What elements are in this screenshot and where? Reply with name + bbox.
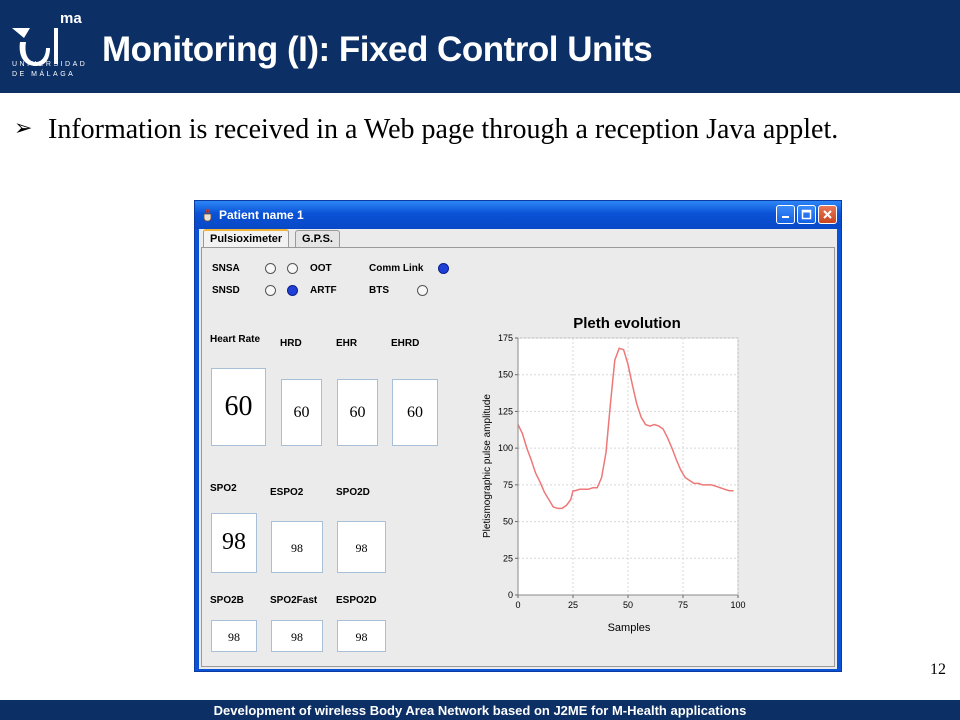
- espo2d-label: ESPO2D: [336, 595, 377, 606]
- y-tick-label: 175: [497, 333, 513, 343]
- espo2d-value: 98: [355, 630, 368, 644]
- x-tick-label: 75: [677, 600, 689, 610]
- maximize-icon: [800, 208, 813, 221]
- x-tick-label: 25: [567, 600, 579, 610]
- tab-gps[interactable]: G.P.S.: [295, 230, 340, 247]
- x-tick-label: 100: [730, 600, 746, 610]
- tab-strip: [199, 229, 837, 249]
- spo2-value-box: [211, 513, 257, 573]
- chart-title: Pleth evolution: [573, 315, 681, 332]
- ehrd-label: EHRD: [391, 338, 420, 349]
- hrd-label: HRD: [280, 338, 302, 349]
- ehr-label: EHR: [336, 338, 358, 349]
- snsd-indicator-2[interactable]: [287, 285, 298, 296]
- snsa-label: SNSA: [212, 263, 240, 274]
- snsa-indicator-1[interactable]: [265, 263, 276, 274]
- espo2-value: 98: [291, 541, 303, 555]
- x-tick-label: 0: [515, 600, 521, 610]
- close-button[interactable]: [818, 205, 837, 224]
- university-name: UNIVERSIDAD DE MÁLAGA: [12, 61, 88, 78]
- ehr-value-box: [337, 379, 378, 446]
- window-title: Patient name 1: [219, 208, 304, 222]
- y-tick-label: 25: [502, 553, 513, 564]
- y-tick-label: 75: [502, 479, 513, 490]
- footer-bar: [0, 700, 960, 720]
- ehrd-value: 60: [407, 404, 423, 421]
- tab-pulsioximeter[interactable]: Pulsioximeter: [203, 229, 289, 248]
- slide-header: [0, 0, 960, 93]
- window-titlebar[interactable]: [195, 201, 841, 229]
- bullet-text: Information is received in a Web page through a reception Java applet.: [48, 114, 839, 145]
- bullet-arrow-icon: ➢: [14, 116, 33, 141]
- espo2-value-box: [271, 521, 323, 573]
- minimize-button[interactable]: [776, 205, 795, 224]
- ehr-value: 60: [349, 404, 366, 421]
- maximize-button[interactable]: [797, 205, 816, 224]
- y-tick-label: 0: [507, 590, 513, 600]
- heart-rate-value: 60: [224, 391, 253, 422]
- spo2d-value-box: [337, 521, 386, 573]
- x-tick-label: 50: [622, 600, 634, 610]
- y-axis-label: Pletismographic pulse amplitude: [482, 394, 493, 538]
- y-tick-label: 50: [502, 516, 513, 527]
- y-tick-label: 100: [497, 443, 513, 454]
- spo2b-value: 98: [228, 630, 240, 644]
- heart-rate-label: Heart Rate: [210, 334, 261, 345]
- spo2b-label: SPO2B: [210, 595, 244, 606]
- artf-label: ARTF: [310, 285, 337, 296]
- spo2fast-label: SPO2Fast: [270, 595, 318, 606]
- oot-label: OOT: [310, 263, 332, 274]
- y-tick-label: 150: [497, 369, 513, 380]
- spo2fast-value: 98: [291, 630, 303, 644]
- comm-link-label: Comm Link: [369, 263, 424, 274]
- snsd-label: SNSD: [212, 285, 240, 296]
- spo2d-label: SPO2D: [336, 487, 370, 498]
- java-cup-icon: [201, 208, 215, 222]
- hrd-value: 60: [293, 404, 310, 421]
- espo2d-value-box: [337, 620, 386, 652]
- heart-rate-value-box: [211, 368, 266, 446]
- bts-indicator[interactable]: [417, 285, 428, 296]
- logo-mark: ma: [60, 10, 82, 27]
- x-axis-label: Samples: [607, 622, 651, 634]
- footer-text: Development of wireless Body Area Network based on J2ME for M-Health applications: [213, 703, 747, 718]
- ehrd-value-box: [392, 379, 438, 446]
- snsa-indicator-2[interactable]: [287, 263, 298, 274]
- close-icon: [821, 208, 834, 221]
- y-tick-label: 125: [497, 406, 513, 417]
- hrd-value-box: [281, 379, 322, 446]
- spo2d-value: 98: [355, 541, 368, 555]
- minimize-icon: [779, 208, 792, 221]
- comm-link-indicator[interactable]: [438, 263, 449, 274]
- snsd-indicator-1[interactable]: [265, 285, 276, 296]
- spo2b-value-box: [211, 620, 257, 652]
- spo2-label: SPO2: [210, 483, 237, 494]
- page-number: 12: [930, 661, 946, 678]
- pleth-evolution-chart: [478, 308, 746, 638]
- spo2fast-value-box: [271, 620, 323, 652]
- spo2-value: 98: [222, 529, 246, 555]
- bts-label: BTS: [369, 285, 389, 296]
- slide-title: Monitoring (I): Fixed Control Units: [102, 30, 653, 69]
- espo2-label: ESPO2: [270, 487, 304, 498]
